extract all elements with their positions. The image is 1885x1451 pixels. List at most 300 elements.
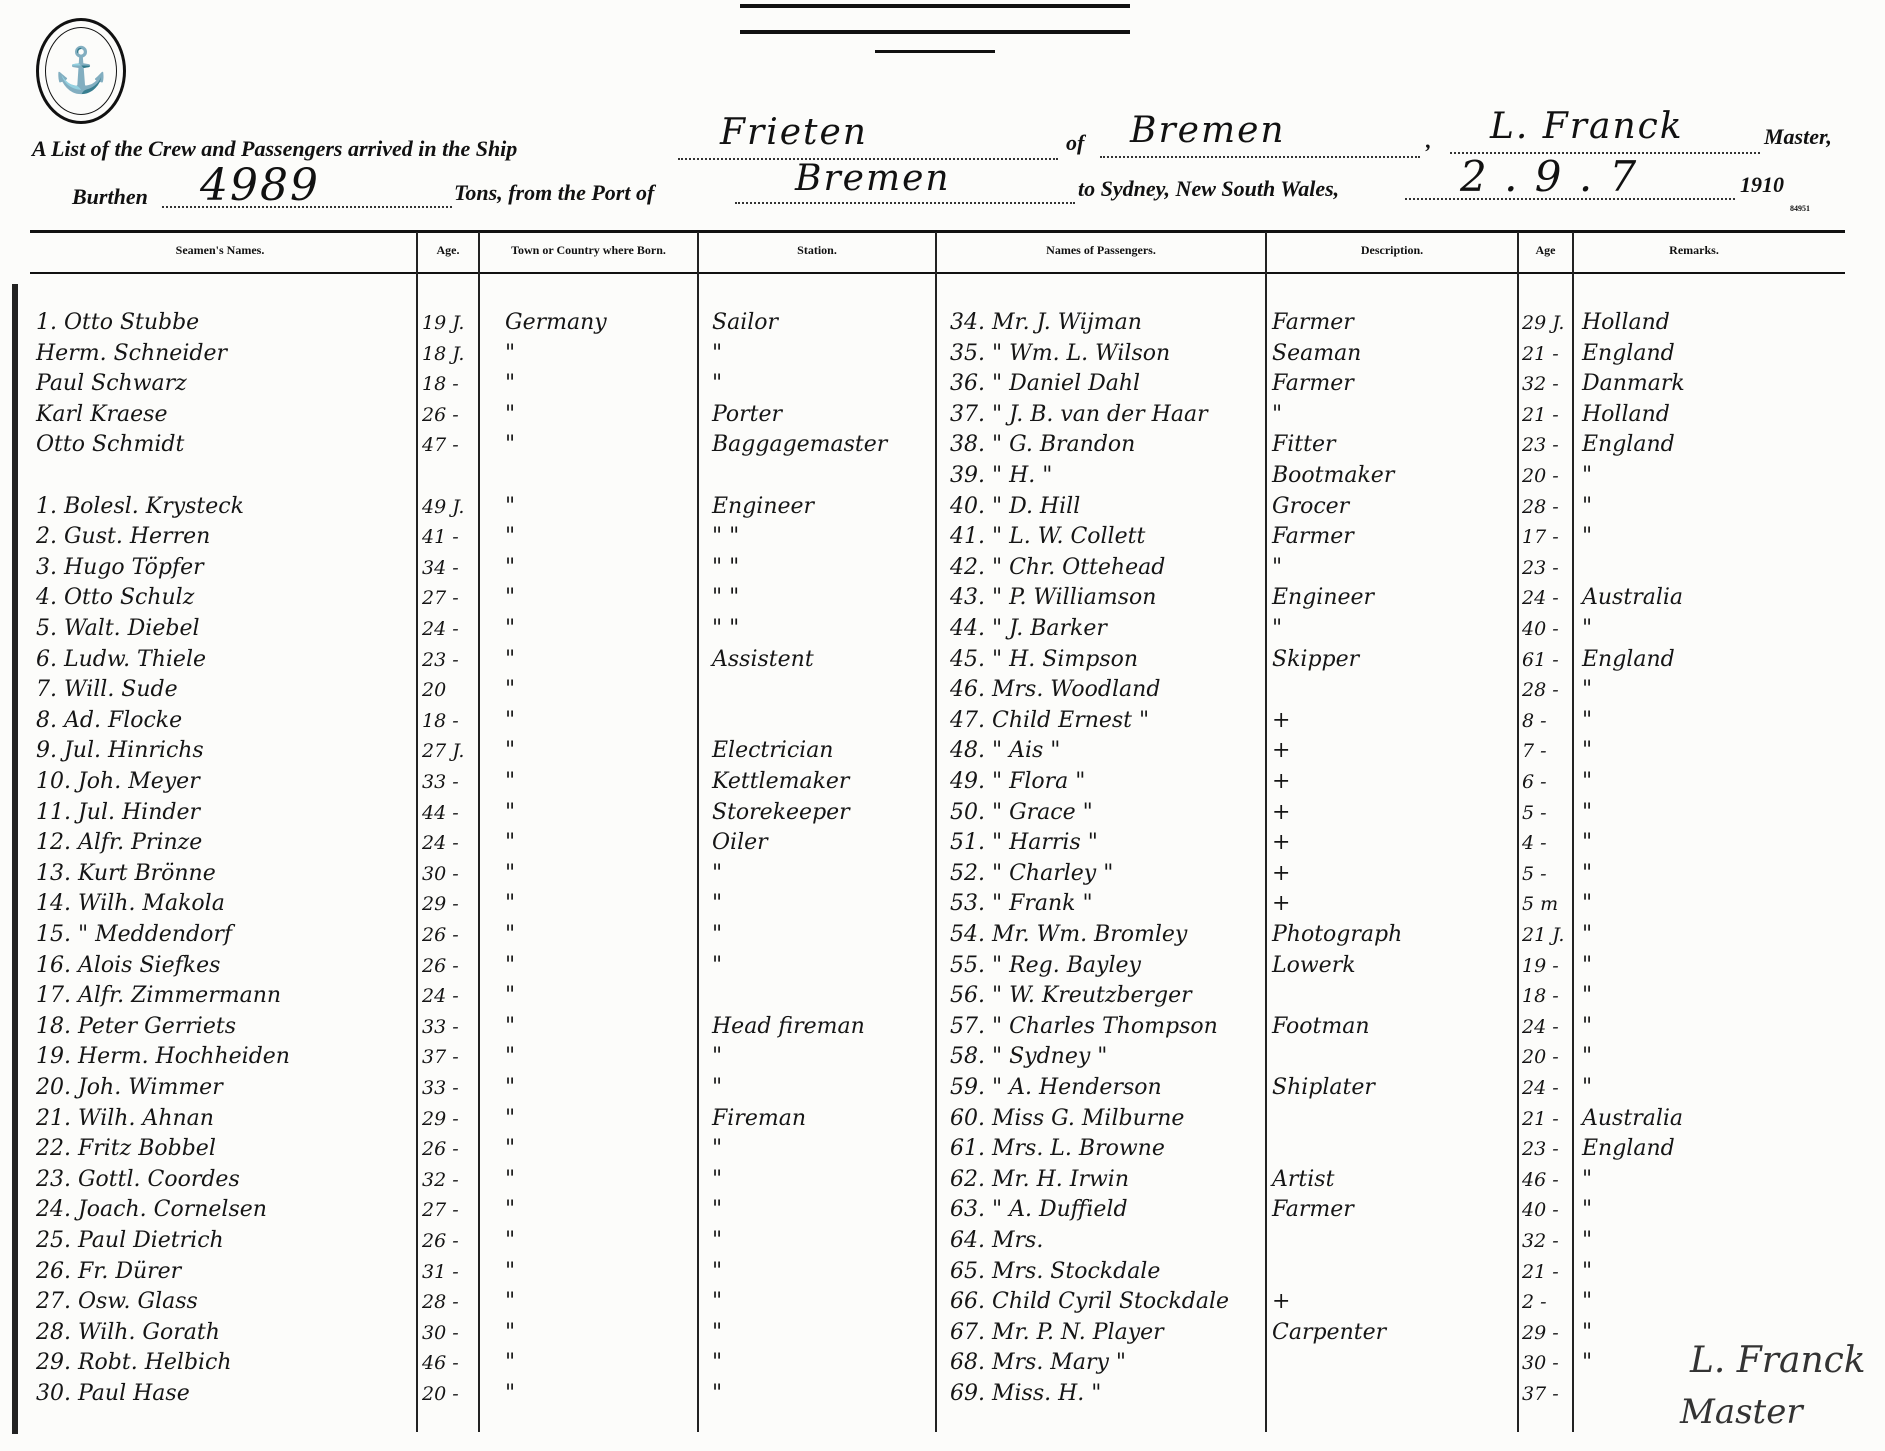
passenger-name: 42. " Chr. Ottehead bbox=[950, 554, 1166, 580]
col-header-passenger-age: Age bbox=[1535, 243, 1556, 257]
birthplace: " bbox=[505, 554, 516, 580]
passenger-age: 32 - bbox=[1522, 373, 1559, 396]
table-row bbox=[0, 583, 1885, 613]
passenger-name: 44. " J. Barker bbox=[950, 616, 1107, 641]
seaman-age: 28 - bbox=[422, 1291, 459, 1314]
seaman-age: 27 J. bbox=[422, 740, 465, 763]
passenger-age: 17 - bbox=[1522, 526, 1559, 549]
seaman-name: 25. Paul Dietrich bbox=[36, 1228, 224, 1253]
passenger-age: 8 - bbox=[1522, 709, 1547, 732]
passenger-name: 69. Miss. H. " bbox=[950, 1381, 1102, 1406]
table-row bbox=[0, 1012, 1885, 1042]
seaman-name: 27. Osw. Glass bbox=[36, 1289, 198, 1315]
seaman-age: 19 J. bbox=[422, 312, 465, 334]
seaman-name: 26. Fr. Dürer bbox=[36, 1258, 182, 1284]
table-row bbox=[0, 1073, 1885, 1103]
table-row bbox=[0, 981, 1885, 1011]
passenger-name: 60. Miss G. Milburne bbox=[950, 1105, 1185, 1131]
seaman-age: 18 - bbox=[422, 373, 459, 396]
seaman-age: 18 - bbox=[422, 709, 459, 732]
birthplace: " bbox=[505, 830, 516, 856]
remarks: " bbox=[1582, 738, 1593, 764]
passenger-age: 32 - bbox=[1522, 1230, 1559, 1252]
passenger-age: 61 - bbox=[1522, 648, 1559, 671]
seaman-name: 12. Alfr. Prinze bbox=[36, 830, 203, 856]
passenger-description: + bbox=[1272, 738, 1291, 764]
seaman-name: 22. Fritz Bobbel bbox=[36, 1136, 216, 1162]
passenger-name: 41. " L. W. Collett bbox=[950, 524, 1146, 550]
seaman-age: 49 J. bbox=[422, 495, 465, 518]
birthplace: " bbox=[505, 1044, 516, 1070]
passenger-age: 24 - bbox=[1522, 587, 1559, 610]
seaman-age: 46 - bbox=[422, 1352, 459, 1375]
seaman-name: 9. Jul. Hinrichs bbox=[36, 738, 204, 764]
birthplace: " bbox=[505, 585, 516, 611]
passenger-description: Fitter bbox=[1272, 432, 1336, 458]
birthplace: " bbox=[505, 1350, 516, 1376]
passenger-name: 67. Mr. P. N. Player bbox=[950, 1319, 1164, 1345]
remarks: " bbox=[1582, 860, 1593, 886]
remarks: England bbox=[1582, 340, 1675, 366]
table-row bbox=[0, 1226, 1885, 1256]
birthplace: " bbox=[505, 1381, 516, 1406]
passenger-name: 38. " G. Brandon bbox=[950, 432, 1136, 458]
seaman-age: 20 bbox=[422, 679, 447, 702]
seaman-name: 28. Wilh. Gorath bbox=[36, 1319, 220, 1345]
passenger-description: " bbox=[1272, 554, 1283, 580]
passenger-description: + bbox=[1272, 799, 1291, 825]
station: Fireman bbox=[712, 1105, 806, 1131]
passenger-age: 5 - bbox=[1522, 862, 1547, 885]
station: " bbox=[712, 1258, 723, 1284]
col-header-seamen: Seamen's Names. bbox=[175, 243, 265, 257]
passenger-description: Farmer bbox=[1272, 371, 1354, 397]
seaman-age: 26 - bbox=[422, 1138, 459, 1161]
passenger-description: + bbox=[1272, 860, 1291, 886]
birthplace: " bbox=[505, 1013, 516, 1039]
table-row bbox=[0, 1195, 1885, 1225]
station: Porter bbox=[712, 401, 783, 427]
remarks: " bbox=[1582, 616, 1593, 641]
comma: , bbox=[1426, 128, 1432, 153]
station: Baggagemaster bbox=[712, 432, 888, 458]
col-header-passengers: Names of Passengers. bbox=[1046, 243, 1156, 257]
table-row bbox=[0, 736, 1885, 766]
remarks: " bbox=[1582, 493, 1593, 519]
passenger-description: Farmer bbox=[1272, 310, 1354, 335]
passenger-name: 36. " Daniel Dahl bbox=[950, 371, 1141, 397]
seaman-age: 31 - bbox=[422, 1260, 459, 1283]
passenger-description: Artist bbox=[1272, 1166, 1335, 1192]
master-name: L. Franck bbox=[1490, 106, 1684, 147]
seaman-age: 47 - bbox=[422, 434, 459, 457]
remarks: " bbox=[1582, 524, 1593, 550]
seaman-name: Paul Schwarz bbox=[36, 371, 187, 397]
passenger-age: 29 - bbox=[1522, 1321, 1559, 1344]
birthplace: " bbox=[505, 646, 516, 672]
passenger-age: 24 - bbox=[1522, 1015, 1559, 1038]
passenger-name: 46. Mrs. Woodland bbox=[950, 677, 1161, 703]
burthen-label: Burthen bbox=[72, 184, 148, 209]
station: " bbox=[712, 891, 723, 917]
seaman-name: 2. Gust. Herren bbox=[36, 524, 211, 550]
seaman-age: 26 - bbox=[422, 403, 459, 426]
passenger-description: + bbox=[1272, 830, 1291, 856]
remarks: " bbox=[1582, 677, 1593, 703]
passenger-description: Lowerk bbox=[1272, 952, 1356, 978]
birthplace: " bbox=[505, 401, 516, 427]
passenger-name: 45. " H. Simpson bbox=[950, 646, 1139, 672]
passenger-age: 18 - bbox=[1522, 985, 1559, 1008]
station: Head fireman bbox=[712, 1013, 865, 1039]
station: Sailor bbox=[712, 310, 779, 335]
seaman-name: 8. Ad. Flocke bbox=[36, 707, 183, 733]
passenger-age: 21 - bbox=[1522, 1260, 1559, 1283]
col-header-remarks: Remarks. bbox=[1669, 243, 1719, 257]
year: 1910 bbox=[1740, 172, 1784, 197]
seaman-name: 14. Wilh. Makola bbox=[36, 891, 225, 917]
birthplace: " bbox=[505, 1197, 516, 1223]
seaman-age: 41 - bbox=[422, 526, 459, 549]
table-row bbox=[0, 308, 1885, 338]
seaman-name: 6. Ludw. Thiele bbox=[36, 646, 207, 672]
form-number: 84951 bbox=[1790, 204, 1810, 213]
table-row bbox=[0, 951, 1885, 981]
seaman-name: 20. Joh. Wimmer bbox=[36, 1075, 223, 1100]
remarks: Danmark bbox=[1582, 371, 1685, 397]
table-row bbox=[0, 1318, 1885, 1348]
station: Engineer bbox=[712, 493, 815, 519]
seaman-name: 1. Bolesl. Krysteck bbox=[36, 493, 244, 519]
birthplace: " bbox=[505, 677, 516, 703]
remarks: " bbox=[1582, 983, 1593, 1009]
table-row bbox=[0, 798, 1885, 828]
passenger-age: 23 - bbox=[1522, 1138, 1559, 1161]
remarks: " bbox=[1582, 1013, 1593, 1039]
seaman-name: 7. Will. Sude bbox=[36, 677, 178, 703]
passenger-name: 66. Child Cyril Stockdale bbox=[950, 1289, 1230, 1315]
station: Storekeeper bbox=[712, 799, 850, 825]
passenger-description: Skipper bbox=[1272, 646, 1360, 672]
birthplace: " bbox=[505, 1289, 516, 1315]
seaman-name: 29. Robt. Helbich bbox=[36, 1350, 232, 1376]
birthplace: " bbox=[505, 891, 516, 917]
seaman-age: 33 - bbox=[422, 1015, 459, 1038]
passenger-name: 62. Mr. H. Irwin bbox=[950, 1166, 1130, 1192]
passenger-age: 21 - bbox=[1522, 1107, 1559, 1130]
remarks: " bbox=[1582, 922, 1593, 947]
table-row bbox=[0, 1287, 1885, 1317]
seaman-age: 30 - bbox=[422, 862, 459, 885]
seaman-age: 26 - bbox=[422, 924, 459, 946]
birthplace: " bbox=[505, 1136, 516, 1162]
remarks: Australia bbox=[1582, 585, 1684, 611]
remarks: England bbox=[1582, 432, 1675, 458]
passenger-description: Bootmaker bbox=[1272, 463, 1395, 488]
seaman-age: 33 - bbox=[422, 771, 459, 793]
passenger-name: 39. " H. " bbox=[950, 463, 1053, 488]
passenger-name: 54. Mr. Wm. Bromley bbox=[950, 922, 1188, 947]
birthplace: " bbox=[505, 616, 516, 641]
remarks: " bbox=[1582, 799, 1593, 825]
seaman-name: 21. Wilh. Ahnan bbox=[36, 1105, 214, 1131]
passenger-name: 43. " P. Williamson bbox=[950, 585, 1157, 611]
passenger-name: 53. " Frank " bbox=[950, 891, 1093, 917]
station: Assistent bbox=[712, 646, 814, 672]
table-row bbox=[0, 1134, 1885, 1164]
remarks: " bbox=[1582, 1044, 1593, 1070]
table-row bbox=[0, 1165, 1885, 1195]
seaman-name: 1. Otto Stubbe bbox=[36, 310, 200, 335]
remarks: England bbox=[1582, 646, 1675, 672]
passenger-age: 21 J. bbox=[1522, 924, 1565, 946]
birthplace: " bbox=[505, 738, 516, 764]
station: " " bbox=[712, 585, 740, 611]
passenger-name: 68. Mrs. Mary " bbox=[950, 1350, 1126, 1376]
passenger-description: Carpenter bbox=[1272, 1319, 1387, 1345]
passenger-age: 5 - bbox=[1522, 801, 1547, 824]
table-row bbox=[0, 1042, 1885, 1072]
seaman-name: Herm. Schneider bbox=[36, 340, 227, 366]
birthplace: " bbox=[505, 922, 516, 947]
seaman-age: 20 - bbox=[422, 1383, 459, 1405]
remarks: " bbox=[1582, 1319, 1593, 1345]
passenger-age: 20 - bbox=[1522, 465, 1559, 487]
table-row bbox=[0, 645, 1885, 675]
of-label: of bbox=[1066, 130, 1085, 155]
passenger-name: 64. Mrs. bbox=[950, 1228, 1044, 1253]
table-row bbox=[0, 859, 1885, 889]
table-row bbox=[0, 430, 1885, 460]
passenger-name: 50. " Grace " bbox=[950, 799, 1093, 825]
passenger-description: Engineer bbox=[1272, 585, 1375, 611]
station: " bbox=[712, 1166, 723, 1192]
passenger-age: 29 J. bbox=[1522, 312, 1565, 334]
seaman-name: Otto Schmidt bbox=[36, 432, 185, 458]
table-row bbox=[0, 889, 1885, 919]
seaman-age: 34 - bbox=[422, 556, 459, 579]
table-row bbox=[0, 1257, 1885, 1287]
seaman-age: 27 - bbox=[422, 587, 459, 610]
birthplace: " bbox=[505, 983, 516, 1009]
passenger-name: 51. " Harris " bbox=[950, 830, 1098, 856]
seaman-age: 23 - bbox=[422, 648, 459, 671]
master-title: Master bbox=[1680, 1392, 1803, 1432]
birthplace: " bbox=[505, 432, 516, 458]
passenger-age: 37 - bbox=[1522, 1383, 1559, 1405]
table-row bbox=[0, 369, 1885, 399]
remarks: " bbox=[1582, 1258, 1593, 1284]
passenger-description: Seaman bbox=[1272, 340, 1362, 366]
passenger-description: + bbox=[1272, 769, 1291, 794]
passenger-age: 28 - bbox=[1522, 495, 1559, 518]
station: " " bbox=[712, 616, 740, 641]
anchor-icon: ⚓ bbox=[53, 46, 109, 95]
station: " bbox=[712, 1350, 723, 1376]
station: " bbox=[712, 1075, 723, 1100]
passenger-name: 35. " Wm. L. Wilson bbox=[950, 340, 1171, 366]
birthplace: " bbox=[505, 799, 516, 825]
station: " bbox=[712, 1197, 723, 1223]
seaman-name: 10. Joh. Meyer bbox=[36, 769, 200, 794]
passenger-description: Photograph bbox=[1272, 922, 1403, 947]
birthplace: Germany bbox=[505, 310, 607, 335]
table-row bbox=[0, 492, 1885, 522]
master-signature: L. Franck bbox=[1690, 1340, 1866, 1381]
remarks: Holland bbox=[1582, 401, 1670, 427]
table-row bbox=[0, 614, 1885, 644]
seaman-name: 13. Kurt Brönne bbox=[36, 860, 216, 886]
table-row bbox=[0, 339, 1885, 369]
remarks: " bbox=[1582, 1075, 1593, 1100]
seaman-age: 27 - bbox=[422, 1199, 459, 1222]
birthplace: " bbox=[505, 1105, 516, 1131]
station: " bbox=[712, 1136, 723, 1162]
passenger-description: Farmer bbox=[1272, 524, 1354, 550]
from-port: Bremen bbox=[795, 158, 951, 199]
passenger-age: 40 - bbox=[1522, 618, 1559, 640]
seaman-name: 30. Paul Hase bbox=[36, 1381, 190, 1406]
seaman-age: 24 - bbox=[422, 832, 459, 855]
col-header-age: Age. bbox=[436, 243, 460, 257]
passenger-name: 47. Child Ernest " bbox=[950, 707, 1150, 733]
passenger-description: Shiplater bbox=[1272, 1075, 1375, 1100]
passenger-age: 21 - bbox=[1522, 403, 1559, 426]
seaman-age: 29 - bbox=[422, 893, 459, 916]
seaman-name: 17. Alfr. Zimmermann bbox=[36, 983, 282, 1009]
passenger-age: 2 - bbox=[1522, 1291, 1547, 1314]
master-label: Master, bbox=[1764, 124, 1832, 149]
seaman-age: 30 - bbox=[422, 1321, 459, 1344]
passenger-age: 5 m bbox=[1522, 893, 1559, 916]
table-row bbox=[0, 400, 1885, 430]
birthplace: " bbox=[505, 1319, 516, 1345]
passenger-description: " bbox=[1272, 401, 1283, 427]
passenger-name: 57. " Charles Thompson bbox=[950, 1013, 1218, 1039]
station: " bbox=[712, 340, 723, 366]
seaman-name: 11. Jul. Hinder bbox=[36, 799, 201, 825]
list-title: A List of the Crew and Passengers arrived in the Ship bbox=[32, 136, 518, 161]
birthplace: " bbox=[505, 860, 516, 886]
passenger-age: 7 - bbox=[1522, 740, 1547, 763]
passenger-description: + bbox=[1272, 1289, 1291, 1315]
seaman-age: 32 - bbox=[422, 1168, 459, 1191]
seaman-age: 26 - bbox=[422, 954, 459, 977]
passenger-description: Grocer bbox=[1272, 493, 1350, 519]
remarks: " bbox=[1582, 707, 1593, 733]
seaman-age: 24 - bbox=[422, 985, 459, 1008]
passenger-age: 28 - bbox=[1522, 679, 1559, 702]
station: Kettlemaker bbox=[712, 769, 850, 794]
birthplace: " bbox=[505, 1228, 516, 1253]
passenger-name: 59. " A. Henderson bbox=[950, 1075, 1162, 1100]
table-row bbox=[0, 1379, 1885, 1409]
seaman-name: 5. Walt. Diebel bbox=[36, 616, 200, 641]
passenger-age: 6 - bbox=[1522, 771, 1547, 793]
seaman-age: 33 - bbox=[422, 1077, 459, 1099]
remarks: " bbox=[1582, 952, 1593, 978]
passenger-name: 65. Mrs. Stockdale bbox=[950, 1258, 1161, 1284]
remarks: " bbox=[1582, 463, 1593, 488]
table-row bbox=[0, 1104, 1885, 1134]
birthplace: " bbox=[505, 1075, 516, 1100]
table-row bbox=[0, 828, 1885, 858]
birthplace: " bbox=[505, 769, 516, 794]
table-row bbox=[0, 920, 1885, 950]
passenger-age: 4 - bbox=[1522, 832, 1547, 855]
ship-name: Frieten bbox=[720, 112, 868, 153]
birthplace: " bbox=[505, 1166, 516, 1192]
birthplace: " bbox=[505, 340, 516, 366]
seaman-age: 29 - bbox=[422, 1107, 459, 1130]
station: " bbox=[712, 1381, 723, 1406]
passenger-name: 52. " Charley " bbox=[950, 860, 1114, 886]
col-header-station: Station. bbox=[797, 243, 837, 257]
passenger-name: 40. " D. Hill bbox=[950, 493, 1081, 519]
remarks: " bbox=[1582, 1197, 1593, 1223]
passenger-name: 61. Mrs. L. Browne bbox=[950, 1136, 1165, 1162]
passenger-description: Farmer bbox=[1272, 1197, 1354, 1223]
passenger-name: 48. " Ais " bbox=[950, 738, 1061, 764]
remarks: England bbox=[1582, 1136, 1675, 1162]
table-row bbox=[0, 522, 1885, 552]
station: " " bbox=[712, 524, 740, 550]
table-row bbox=[0, 706, 1885, 736]
passenger-description: " bbox=[1272, 616, 1283, 641]
remarks: " bbox=[1582, 830, 1593, 856]
seaman-name: 16. Alois Siefkes bbox=[36, 952, 221, 978]
station: " bbox=[712, 922, 723, 947]
remarks: Australia bbox=[1582, 1105, 1684, 1131]
table-row bbox=[0, 461, 1885, 491]
seaman-name: 24. Joach. Cornelsen bbox=[36, 1197, 267, 1223]
passenger-name: 63. " A. Duffield bbox=[950, 1197, 1128, 1223]
passenger-age: 40 - bbox=[1522, 1199, 1559, 1222]
table-row bbox=[0, 767, 1885, 797]
passenger-age: 23 - bbox=[1522, 434, 1559, 457]
tons-label: Tons, from the Port of bbox=[454, 180, 655, 205]
station: " bbox=[712, 1044, 723, 1070]
passenger-age: 19 - bbox=[1522, 954, 1559, 977]
station: " bbox=[712, 1319, 723, 1345]
passenger-description: + bbox=[1272, 891, 1291, 917]
passenger-name: 37. " J. B. van der Haar bbox=[950, 401, 1208, 427]
station: Oiler bbox=[712, 830, 768, 856]
seaman-name: 15. " Meddendorf bbox=[36, 922, 232, 947]
seaman-age: 37 - bbox=[422, 1046, 459, 1069]
station: " bbox=[712, 952, 723, 978]
seaman-name: 23. Gottl. Coordes bbox=[36, 1166, 240, 1192]
passenger-name: 34. Mr. J. Wijman bbox=[950, 310, 1142, 335]
station: " bbox=[712, 1228, 723, 1253]
seaman-age: 44 - bbox=[422, 801, 459, 824]
remarks: " bbox=[1582, 1166, 1593, 1192]
remarks: " bbox=[1582, 1289, 1593, 1315]
remarks: " bbox=[1582, 891, 1593, 917]
home-port: Bremen bbox=[1130, 110, 1286, 151]
col-header-description: Description. bbox=[1360, 243, 1424, 257]
to-sydney-label: to Sydney, New South Wales, bbox=[1078, 176, 1340, 201]
birthplace: " bbox=[505, 1258, 516, 1284]
birthplace: " bbox=[505, 493, 516, 519]
birthplace: " bbox=[505, 952, 516, 978]
passenger-age: 24 - bbox=[1522, 1077, 1559, 1099]
table-row bbox=[0, 1348, 1885, 1378]
arrival-date: 2 . 9 . 7 bbox=[1460, 152, 1639, 201]
seaman-age: 26 - bbox=[422, 1230, 459, 1252]
station: " " bbox=[712, 554, 740, 580]
station: " bbox=[712, 1289, 723, 1315]
